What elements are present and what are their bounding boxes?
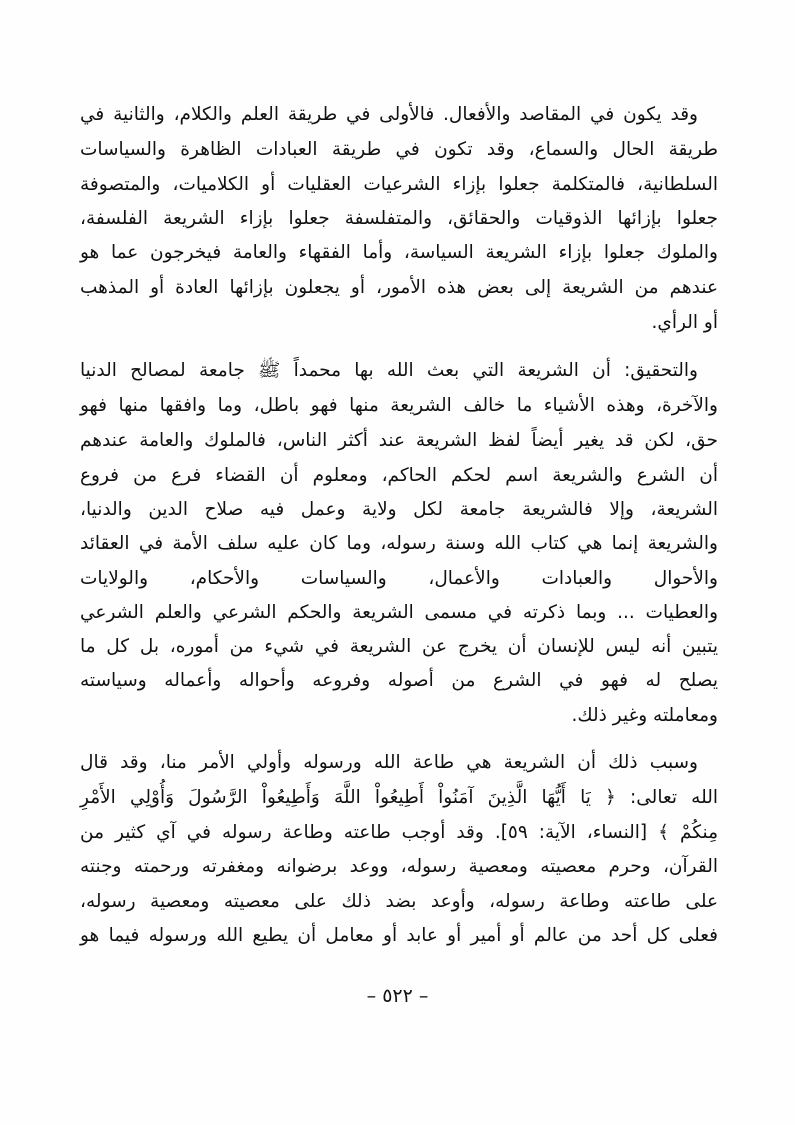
text-line: والآخرة، وهذه الأشياء ما خالف الشريعة منها فهو باطل، وما وافقها منها فهو	[80, 395, 718, 416]
text-line: يصلح له فهو في الشرع من أصوله وفروعه وأحواله وأعماله وسياسته	[80, 670, 718, 691]
text-line: جعلوا بإزائها الذوقيات والحقائق، والمتفلسفة جعلوا بإزاء الشريعة الفلسفة،	[80, 208, 718, 229]
text-line: والملوك جعلوا بإزاء الشريعة السياسة، وأما الفقهاء والعامة فيخرجون عما هو	[80, 242, 718, 263]
text-line: فعلى كل أحد من عالم أو أمير أو عابد أو معامل أن يطيع الله ورسوله فيما هو	[80, 925, 718, 946]
text-line: طريقة الحال والسماع، وقد تكون في طريقة العبادات الظاهرة والسياسات	[80, 139, 718, 160]
page-number: – ٥٢٢ –	[366, 985, 429, 1007]
text-line: الله تعالى: ﴿ يَا أَيُّهَا الَّذِينَ آمَنُواْ أَطِيعُواْ اللَّهَ وَأَطِيعُواْ الرَّسُولَ وَأُوْلِي الأَمْرِ	[80, 787, 718, 808]
text-line: والعطيات ... وبما ذكرته في مسمى الشريعة والحكم الشرعي والعلم الشرعي	[80, 602, 718, 623]
text-line: أن الشرع والشريعة اسم لحكم الحاكم، ومعلوم أن القضاء فرع من فروع	[80, 465, 718, 486]
text-line: والتحقيق: أن الشريعة التي بعث الله بها محمداً ﷺ جامعة لمصالح الدنيا	[80, 360, 698, 381]
text-line: أو الرأي.	[651, 312, 718, 333]
text-line: وسبب ذلك أن الشريعة هي طاعة الله ورسوله وأولي الأمر منا، وقد قال	[80, 752, 698, 773]
text-line: على طاعته وطاعة رسوله، وأوعد بضد ذلك على معصيته ومعصية رسوله،	[80, 891, 718, 912]
text-line: الشريعة، وإلا فالشريعة جامعة لكل ولاية وعمل فيه صلاح الدين والدنيا،	[80, 499, 718, 520]
text-line: مِنكُمْ ﴾ [النساء، الآية: ٥٩]. وقد أوجب طاعته وطاعة رسوله في آي كثير من	[80, 822, 718, 843]
text-line: عندهم من الشريعة إلى بعض هذه الأمور، أو يجعلون بإزائها العادة أو المذهب	[80, 277, 718, 298]
text-line: ومعاملته وغير ذلك.	[571, 705, 718, 726]
text-line: والشريعة إنما هي كتاب الله وسنة رسوله، وما كان عليه سلف الأمة في العقائد	[80, 533, 718, 554]
text-line: يتبين أنه ليس للإنسان أن يخرج عن الشريعة في شيء من أموره، بل كل ما	[80, 636, 718, 657]
text-line: وقد يكون في المقاصد والأفعال. فالأولى في طريقة العلم والكلام، والثانية في	[80, 104, 698, 125]
text-line: والأحوال والعبادات والأعمال، والسياسات والأحكام، والولايات	[80, 568, 718, 589]
text-line: حق، لكن قد يغير أيضاً لفظ الشريعة عند أكثر الناس، فالملوك والعامة عندهم	[80, 430, 718, 451]
text-line: السلطانية، فالمتكلمة جعلوا بإزاء الشرعيات العقليات أو الكلاميات، والمتصوفة	[80, 174, 718, 195]
text-line: القرآن، وحرم معصيته ومعصية رسوله، ووعد برضوانه ومغفرته ورحمته وجنته	[80, 856, 718, 877]
